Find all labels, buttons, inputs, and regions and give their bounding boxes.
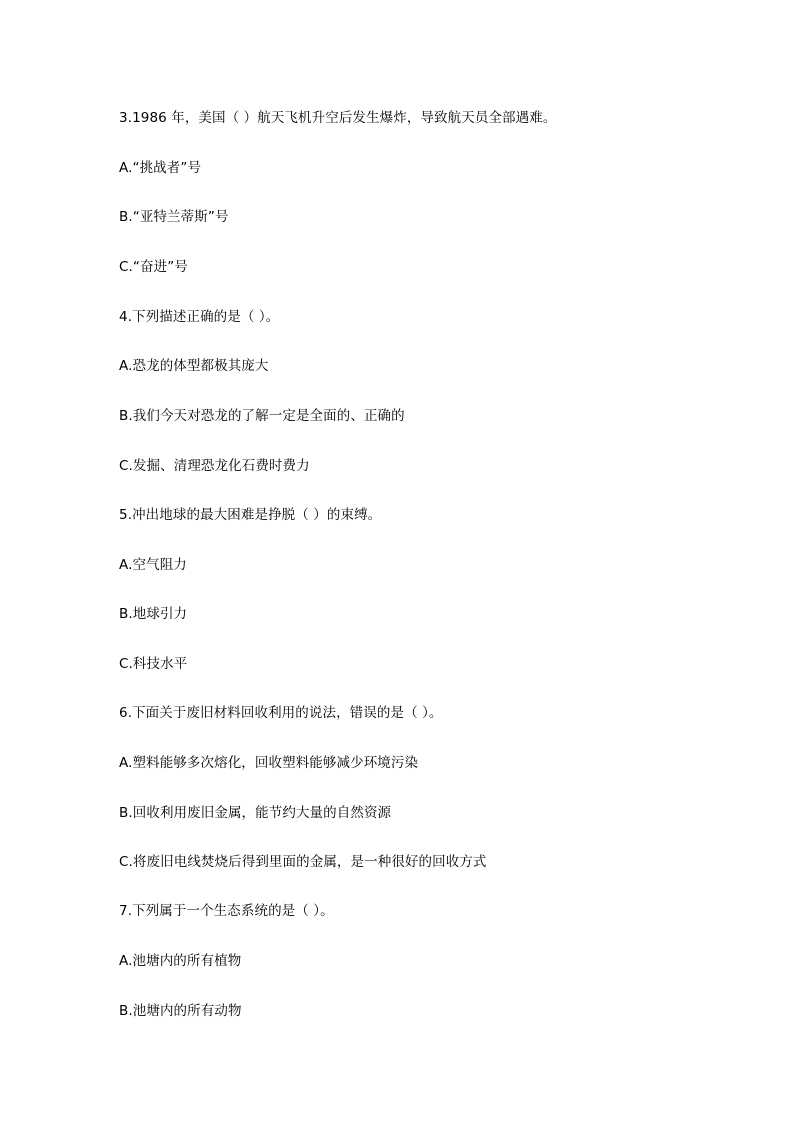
question-3-option-b: B.“亚特兰蒂斯”号	[119, 209, 229, 225]
question-6-option-b: B.回收利用废旧金属，能节约大量的自然资源	[119, 805, 392, 821]
question-3-option-c: C.“奋进”号	[119, 259, 188, 275]
question-5-option-b: B.地球引力	[119, 606, 188, 622]
question-7-text: 7.下列属于一个生态系统的是（ ）。	[119, 903, 334, 919]
question-6-option-c: C.将废旧电线焚烧后得到里面的金属，是一种很好的回收方式	[119, 854, 487, 870]
question-4-option-a: A.恐龙的体型都极其庞大	[119, 358, 269, 374]
question-4-option-c: C.发掘、清理恐龙化石费时费力	[119, 458, 310, 474]
question-4-text: 4.下列描述正确的是（ ）。	[119, 309, 280, 325]
question-5-option-c: C.科技水平	[119, 656, 188, 672]
question-7-option-a: A.池塘内的所有植物	[119, 953, 242, 969]
question-7-option-b: B.池塘内的所有动物	[119, 1003, 242, 1019]
question-4-option-b: B.我们今天对恐龙的了解一定是全面的、正确的	[119, 408, 405, 424]
question-3-text: 3.1986 年，美国（ ）航天飞机升空后发生爆炸，导致航天员全部遇难。	[119, 110, 557, 126]
question-6-option-a: A.塑料能够多次熔化，回收塑料能够减少环境污染	[119, 755, 419, 771]
question-6-text: 6.下面关于废旧材料回收利用的说法，错误的是（ ）。	[119, 705, 443, 721]
question-3-option-a: A.“挑战者”号	[119, 160, 202, 176]
question-5-text: 5.冲出地球的最大困难是挣脱（ ）的束缚。	[119, 507, 382, 523]
question-5-option-a: A.空气阻力	[119, 557, 187, 573]
